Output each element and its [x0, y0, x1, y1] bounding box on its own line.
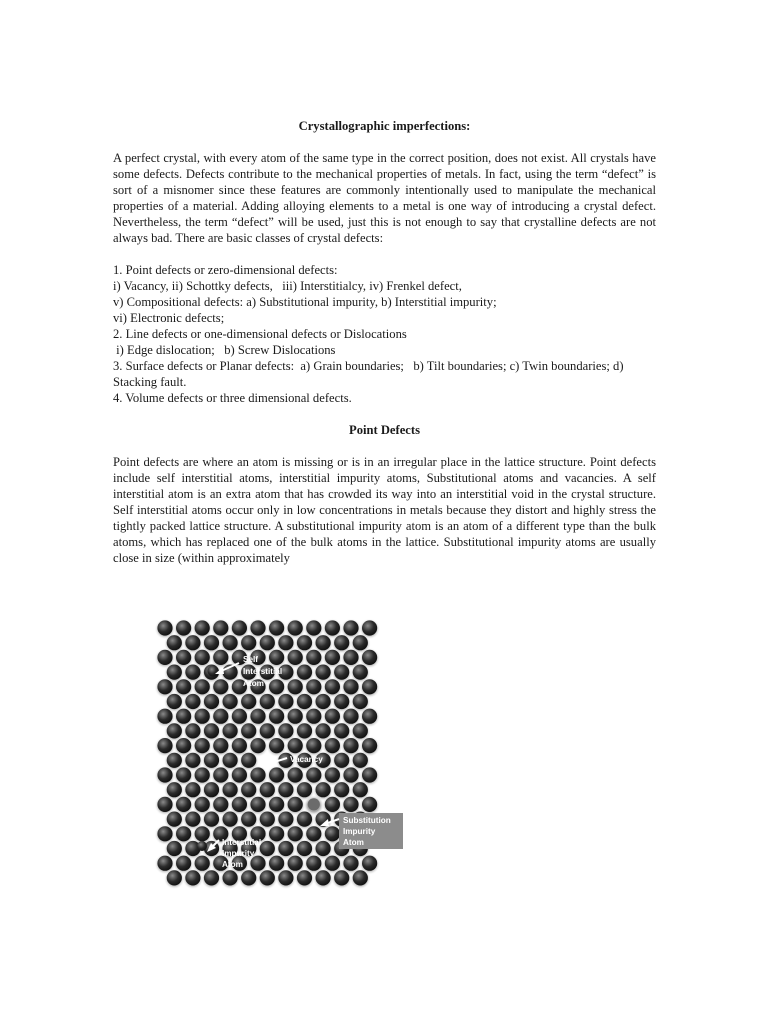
label-self-interstitial-1: Self: [243, 655, 259, 664]
atom: [343, 738, 358, 753]
atom: [223, 694, 238, 709]
atom: [288, 767, 303, 782]
atom: [362, 767, 377, 782]
atom: [176, 650, 191, 665]
intro-paragraph: A perfect crystal, with every atom of the same type in the correct position, does not exist. All crystals have some defects. Defects contribute to the mechanical properties of metals. In fact, using the term “defect” is sort of a misnomer since these features are commonly intentionally used to manipulate the mechanical properties of a material. Adding alloying elements to a metal is one way of introducing a crystal defect. Nevertheless, the term “defect” will be used, just this is not enough to say that crystalline defects are not always bad. There are basic classes of crystal defects:: [113, 151, 656, 245]
atom: [343, 679, 358, 694]
atom: [157, 679, 172, 694]
atom: [195, 679, 210, 694]
label-substitution-2: Impurity: [343, 827, 376, 836]
atom: [260, 870, 275, 885]
atom: [362, 797, 377, 812]
atom: [260, 782, 275, 797]
atom: [288, 679, 303, 694]
atom: [353, 635, 368, 650]
atom: [250, 797, 265, 812]
atom: [157, 620, 172, 635]
atom: [213, 679, 228, 694]
atom: [325, 620, 340, 635]
atom: [260, 635, 275, 650]
atom: [316, 694, 331, 709]
defect-classes-list: [113, 262, 656, 406]
atom: [297, 723, 312, 738]
label-self-interstitial-2: Interstitial: [243, 667, 283, 676]
section-title-point-defects: Point Defects: [349, 423, 420, 437]
atom: [306, 767, 321, 782]
atom: [288, 709, 303, 724]
atom: [325, 856, 340, 871]
atom: [250, 709, 265, 724]
atom: [185, 665, 200, 680]
atom: [195, 709, 210, 724]
atom: [325, 709, 340, 724]
atom: [213, 620, 228, 635]
atom: [362, 650, 377, 665]
point-defects-figure: [153, 616, 405, 892]
atom: [241, 782, 256, 797]
atom: [213, 767, 228, 782]
atom: [176, 738, 191, 753]
atom: [353, 870, 368, 885]
atom: [250, 767, 265, 782]
atom: [278, 782, 293, 797]
atom: [297, 812, 312, 827]
atom: [213, 650, 228, 665]
atom: [353, 665, 368, 680]
atom: [278, 841, 293, 856]
atom: [297, 841, 312, 856]
atom: [343, 650, 358, 665]
label-interstitial-impurity-2: Impurity: [222, 849, 255, 858]
atom: [195, 738, 210, 753]
atom: [241, 870, 256, 885]
atom: [325, 767, 340, 782]
atom: [157, 856, 172, 871]
atom: [250, 738, 265, 753]
atom: [288, 797, 303, 812]
atom: [306, 709, 321, 724]
atom: [232, 709, 247, 724]
atom: [204, 870, 219, 885]
atom: [316, 635, 331, 650]
atom: [213, 797, 228, 812]
atom: [260, 841, 275, 856]
atom: [325, 826, 340, 841]
atom: [195, 650, 210, 665]
label-interstitial-impurity-3: Atom: [222, 860, 243, 869]
atom: [278, 723, 293, 738]
atom: [343, 620, 358, 635]
atom: [167, 870, 182, 885]
atom: [250, 620, 265, 635]
atom: [185, 694, 200, 709]
atom: [223, 782, 238, 797]
atom: [185, 753, 200, 768]
atom: [223, 723, 238, 738]
atom: [278, 870, 293, 885]
atom: [260, 694, 275, 709]
atom: [167, 694, 182, 709]
atom: [316, 723, 331, 738]
atom: [269, 709, 284, 724]
atom: [325, 797, 340, 812]
vacancy-arrowhead: [260, 760, 269, 767]
atom: [306, 679, 321, 694]
point-defects-paragraph: Point defects are where an atom is missing or is in an irregular place in the lattice structure. Point defects include self interstitial atoms, interstitial impurity atoms, Substitutional atoms and vacancies. A self interstitial atom is an extra atom that has crowded its way into an interstitial void in the crystal structure. Self interstitial atoms occur only in low concentrations in metals because they distort and highly stress the tightly packed lattice structure. A substitutional impurity atom is an atom of a different type than the bulk atoms, which has replaced one of the bulk atoms in the lattice. Substitutional impurity atoms are usually close in size (within approximately: [113, 455, 656, 565]
atom: [353, 782, 368, 797]
atom: [241, 694, 256, 709]
atom: [306, 738, 321, 753]
atom: [269, 797, 284, 812]
atom: [167, 782, 182, 797]
atom: [362, 709, 377, 724]
atom: [278, 635, 293, 650]
atom: [176, 826, 191, 841]
atom: [167, 753, 182, 768]
atom: [334, 694, 349, 709]
label-vacancy: Vacancy: [290, 755, 323, 764]
atom: [334, 753, 349, 768]
atom: [195, 767, 210, 782]
atom: [343, 767, 358, 782]
atom: [195, 826, 210, 841]
label-substitution-1: Substitution: [343, 816, 391, 825]
atom: [241, 635, 256, 650]
atom: [306, 620, 321, 635]
atom: [288, 826, 303, 841]
atom: [176, 709, 191, 724]
atom: [204, 782, 219, 797]
atom: [316, 782, 331, 797]
atom: [213, 709, 228, 724]
atom: [223, 635, 238, 650]
atom: [278, 812, 293, 827]
atom: [325, 679, 340, 694]
atom: [334, 782, 349, 797]
atom: [308, 798, 320, 810]
atom: [232, 620, 247, 635]
atom: [306, 856, 321, 871]
atom: [157, 709, 172, 724]
atom: [343, 856, 358, 871]
atom: [325, 650, 340, 665]
atom: [176, 620, 191, 635]
atom: [167, 635, 182, 650]
atom: [223, 870, 238, 885]
atom: [353, 694, 368, 709]
list-item: 3. Surface defects or Planar defects: a) Grain boundaries; b) Tilt boundaries; c) Twin boundaries; d) Stacking fault.: [113, 359, 627, 389]
atom: [343, 797, 358, 812]
atom: [269, 767, 284, 782]
label-substitution-3: Atom: [343, 838, 364, 847]
atom: [185, 870, 200, 885]
atom: [306, 826, 321, 841]
atom: [334, 635, 349, 650]
list-item: 2. Line defects or one-dimensional defects or Dislocations: [113, 327, 407, 341]
atom: [176, 797, 191, 812]
atom: [241, 812, 256, 827]
atom: [223, 753, 238, 768]
document-title: Crystallographic imperfections:: [298, 119, 471, 133]
atom: [213, 738, 228, 753]
atom: [297, 694, 312, 709]
atom: [306, 650, 321, 665]
atom: [334, 723, 349, 738]
atom: [204, 694, 219, 709]
label-interstitial-impurity-1: Interstitial: [222, 838, 262, 847]
atom: [269, 856, 284, 871]
atom: [195, 797, 210, 812]
atom: [241, 753, 256, 768]
atom: [325, 738, 340, 753]
list-item: 4. Volume defects or three dimensional defects.: [113, 391, 352, 405]
atom: [334, 665, 349, 680]
atom: [316, 870, 331, 885]
atom: [157, 650, 172, 665]
atom: [288, 738, 303, 753]
atom: [223, 812, 238, 827]
atom: [269, 738, 284, 753]
atom: [260, 812, 275, 827]
atom: [353, 723, 368, 738]
list-item: v) Compositional defects: a) Substitutional impurity, b) Interstitial impurity;: [113, 295, 497, 309]
atom: [362, 856, 377, 871]
list-item: vi) Electronic defects;: [113, 311, 225, 325]
atom: [185, 723, 200, 738]
atom: [353, 753, 368, 768]
atom: [334, 870, 349, 885]
atom: [232, 797, 247, 812]
atom: [241, 723, 256, 738]
interstitial-atom: [197, 841, 207, 851]
atom: [185, 782, 200, 797]
list-item: i) Edge dislocation; b) Screw Dislocations: [113, 343, 336, 357]
atom: [297, 870, 312, 885]
atom: [269, 650, 284, 665]
atom: [343, 709, 358, 724]
atom: [269, 826, 284, 841]
interstitial-atom: [208, 666, 219, 677]
atom: [269, 620, 284, 635]
atom: [260, 723, 275, 738]
atom: [157, 738, 172, 753]
atom: [185, 635, 200, 650]
atom: [297, 635, 312, 650]
atom: [204, 635, 219, 650]
atom: [288, 650, 303, 665]
atom: [269, 679, 284, 694]
atom: [157, 826, 172, 841]
atom: [176, 856, 191, 871]
atom: [176, 679, 191, 694]
atom: [167, 723, 182, 738]
document-page: [113, 118, 656, 582]
atom: [316, 665, 331, 680]
atom: [278, 694, 293, 709]
atom: [362, 738, 377, 753]
atom: [297, 782, 312, 797]
lattice-diagram: [153, 616, 405, 892]
atom: [362, 620, 377, 635]
atom: [157, 767, 172, 782]
atom: [204, 753, 219, 768]
atom: [167, 665, 182, 680]
atom: [297, 665, 312, 680]
atom: [185, 812, 200, 827]
atom: [288, 856, 303, 871]
atom: [316, 841, 331, 856]
list-item: i) Vacancy, ii) Schottky defects, iii) Interstitialcy, iv) Frenkel defect,: [113, 279, 462, 293]
atom: [362, 679, 377, 694]
atom: [288, 620, 303, 635]
atom: [157, 797, 172, 812]
atom: [204, 723, 219, 738]
atom: [232, 738, 247, 753]
atom: [195, 856, 210, 871]
atom: [167, 812, 182, 827]
atom: [204, 812, 219, 827]
label-self-interstitial-3: Atom: [243, 679, 264, 688]
atom: [195, 620, 210, 635]
atom: [167, 841, 182, 856]
atom: [232, 767, 247, 782]
atom: [176, 767, 191, 782]
list-item: 1. Point defects or zero-dimensional defects:: [113, 263, 338, 277]
